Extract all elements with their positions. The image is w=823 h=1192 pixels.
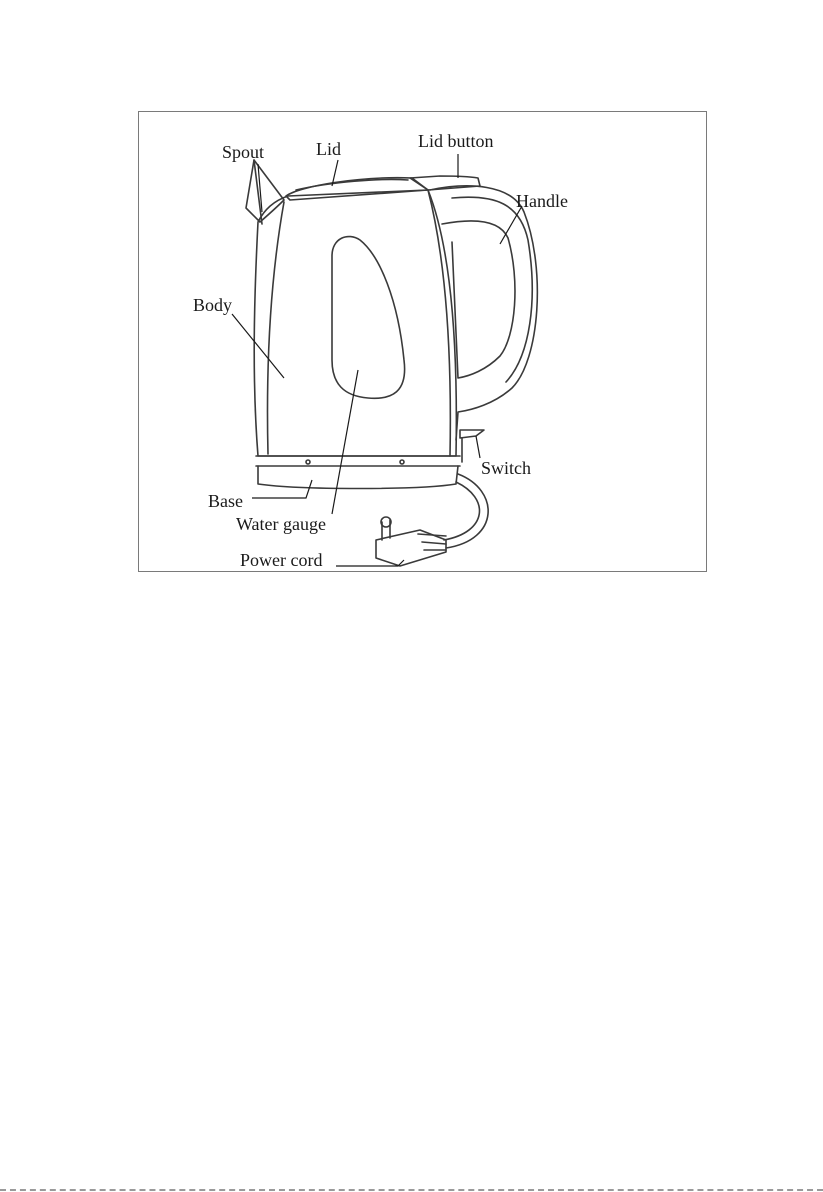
kettle-handle-inner xyxy=(442,221,515,378)
power-plug-strain-relief xyxy=(418,534,446,550)
kettle-switch xyxy=(460,430,484,438)
kettle-lid-top xyxy=(296,179,408,190)
base-dot-right xyxy=(400,460,404,464)
power-cord-inner xyxy=(444,482,479,540)
leader-power-cord xyxy=(336,560,404,566)
label-lid: Lid xyxy=(316,139,341,159)
kettle-spout xyxy=(246,160,284,222)
leader-body xyxy=(232,314,284,378)
water-gauge-window xyxy=(332,237,405,399)
label-body: Body xyxy=(193,295,233,315)
kettle-body-outline xyxy=(254,190,456,456)
leader-handle xyxy=(500,206,522,244)
label-power-cord: Power cord xyxy=(240,550,323,570)
base-dot-left xyxy=(306,460,310,464)
leader-water-gauge xyxy=(332,370,358,514)
label-handle: Handle xyxy=(516,191,568,211)
kettle-body-edge xyxy=(268,202,284,454)
label-switch: Switch xyxy=(481,458,532,478)
kettle-base xyxy=(258,466,458,489)
leader-switch xyxy=(476,436,480,458)
label-lid-button: Lid button xyxy=(418,131,494,151)
kettle-handle-grip xyxy=(452,197,532,382)
kettle-body-rear-edge xyxy=(428,190,450,456)
label-spout: Spout xyxy=(222,142,265,162)
label-water-gauge: Water gauge xyxy=(236,514,326,534)
page-bottom-rule xyxy=(0,1189,823,1191)
leader-base xyxy=(252,480,312,498)
label-base: Base xyxy=(208,491,243,511)
